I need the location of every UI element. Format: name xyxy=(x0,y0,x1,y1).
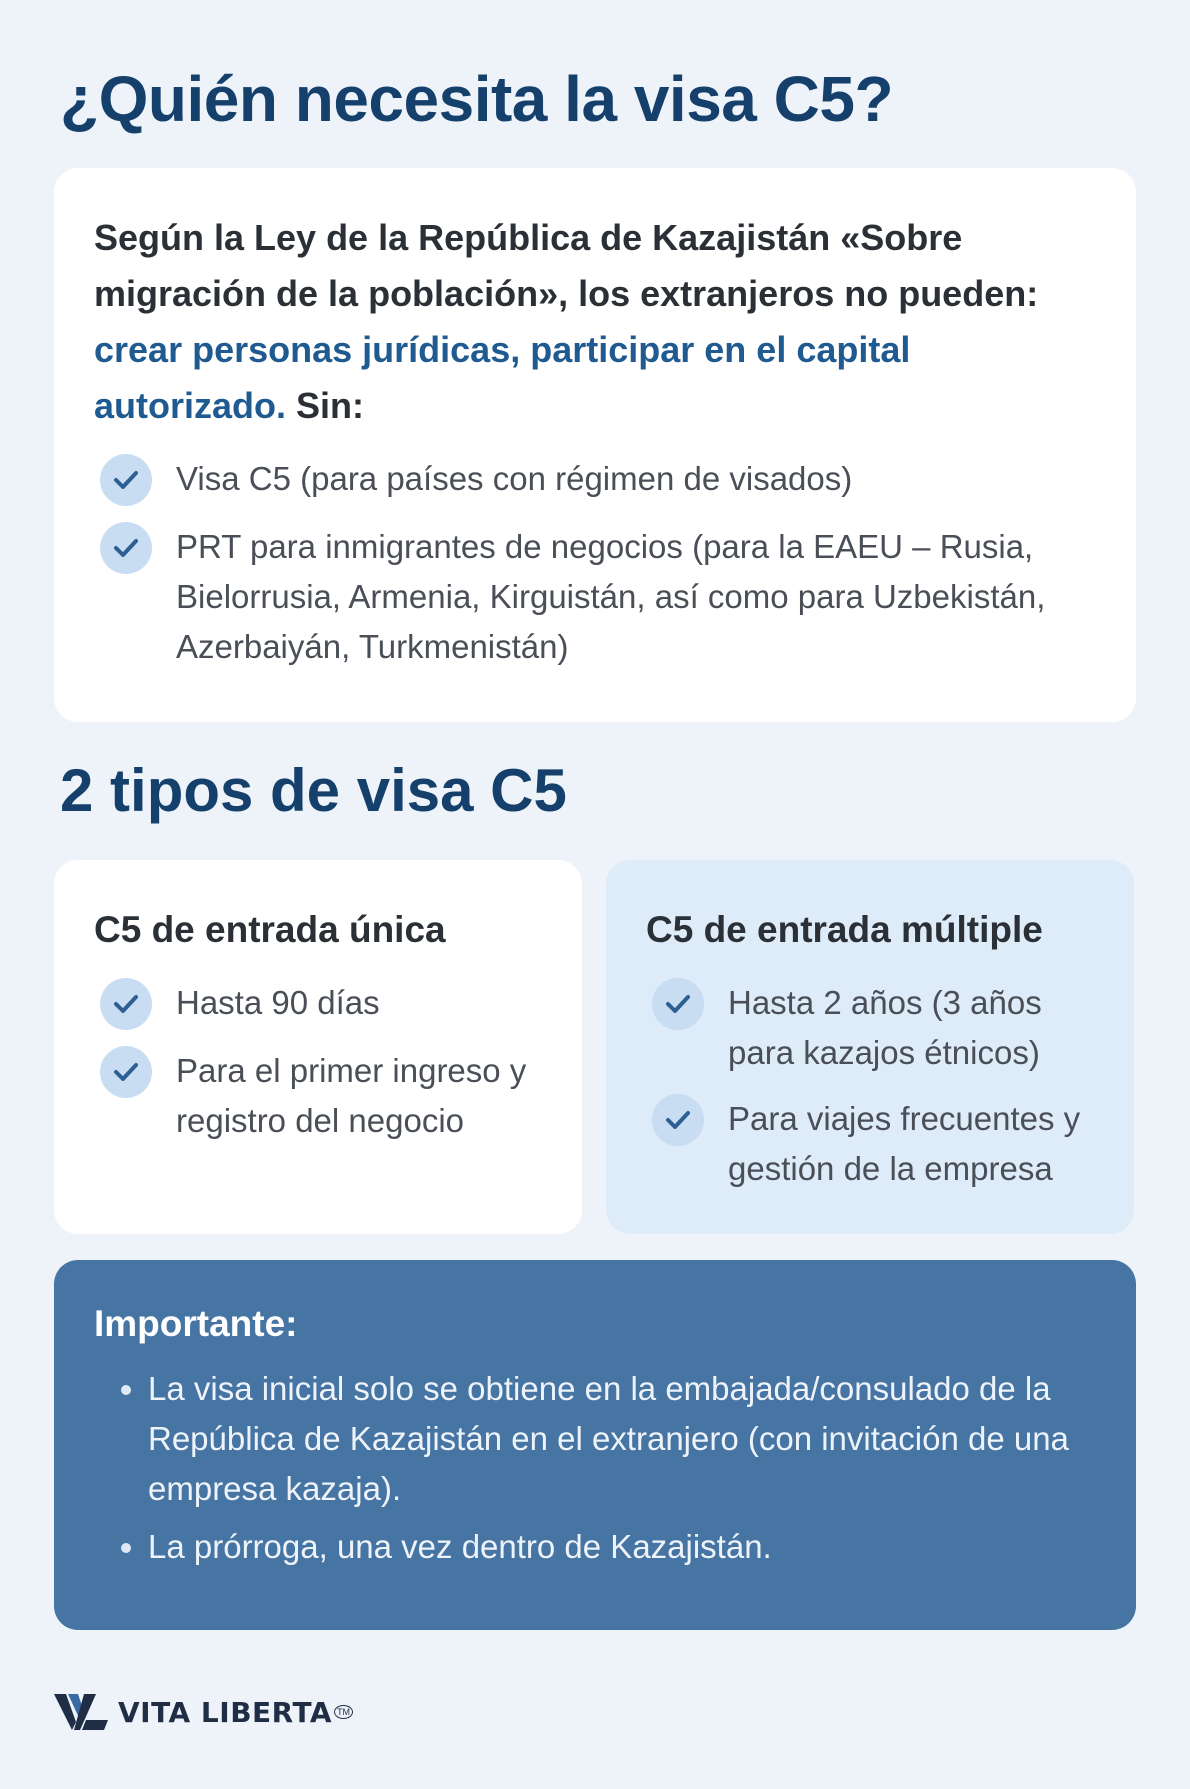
list-item xyxy=(100,522,1096,672)
important-list xyxy=(94,1364,1096,1572)
law-text-accent: crear personas jurídicas, participar en el capital autorizado. xyxy=(94,329,911,426)
check-circle-icon xyxy=(100,978,152,1030)
list-item xyxy=(100,978,542,1030)
law-requirements-list xyxy=(94,454,1096,672)
multiple-entry-title: C5 de entrada múltiple xyxy=(646,909,1043,950)
list-item-text: Hasta 2 años (3 años para kazajos étnicos) xyxy=(728,984,1042,1071)
trademark-badge: TM xyxy=(334,1705,353,1719)
page-title: ¿Quién necesita la visa C5? xyxy=(60,63,894,135)
list-item xyxy=(100,1046,542,1146)
list-item: • La visa inicial solo se obtiene en la embajada/consulado de la República de Kazajistán en el extranjero (con invitación de una empresa kazaja). xyxy=(148,1364,1096,1514)
brand-logo xyxy=(54,1692,353,1732)
check-circle-icon xyxy=(100,454,152,506)
check-circle-icon xyxy=(652,1094,704,1146)
single-entry-list xyxy=(94,978,542,1146)
single-entry-card xyxy=(54,860,582,1234)
list-item: • La prórroga, una vez dentro de Kazajistán. xyxy=(148,1522,1096,1572)
important-title: Importante: xyxy=(94,1303,298,1344)
law-card xyxy=(54,168,1136,722)
check-circle-icon xyxy=(100,522,152,574)
vita-liberta-logo-icon xyxy=(54,1692,108,1732)
section-title-types: 2 tipos de visa C5 xyxy=(60,757,567,824)
list-item-text: PRT para inmigrantes de negocios (para la EAEU – Rusia, Bielorrusia, Armenia, Kirguistán, así como para Uzbekistán, Azerbaiyán, Turkmenistán) xyxy=(176,528,1046,665)
single-entry-title: C5 de entrada única xyxy=(94,909,446,950)
list-item-text: Hasta 90 días xyxy=(176,984,380,1021)
multiple-entry-card xyxy=(606,860,1134,1234)
list-item xyxy=(652,978,1094,1078)
brand-name: VITA LIBERTA xyxy=(118,1695,333,1729)
list-item-text: Visa C5 (para países con régimen de visados) xyxy=(176,460,853,497)
law-statement xyxy=(94,210,1096,434)
check-circle-icon xyxy=(652,978,704,1030)
list-item xyxy=(100,454,1096,506)
list-item xyxy=(652,1094,1094,1194)
law-text-end: Sin: xyxy=(286,385,365,426)
important-box xyxy=(54,1260,1136,1630)
law-text-main: Según la Ley de la República de Kazajistán «Sobre migración de la población», los extranjeros no pueden: xyxy=(94,217,1039,314)
multiple-entry-list xyxy=(646,978,1094,1194)
list-item-text: Para el primer ingreso y registro del negocio xyxy=(176,1052,527,1139)
list-item-text: Para viajes frecuentes y gestión de la empresa xyxy=(728,1100,1081,1187)
check-circle-icon xyxy=(100,1046,152,1098)
